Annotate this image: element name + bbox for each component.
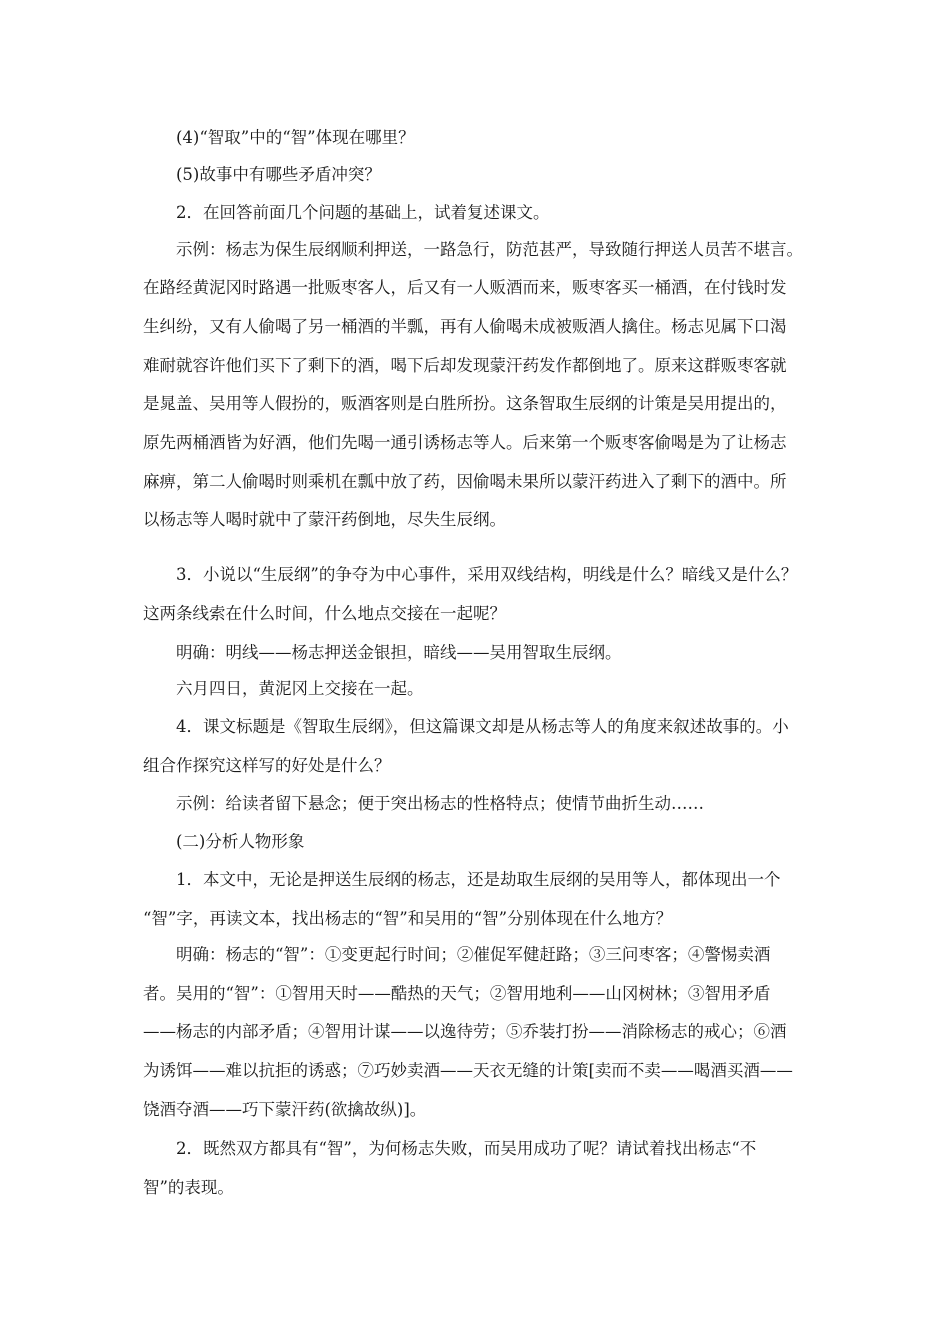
text-line: 明确：杨志的“智”：①变更起行时间；②催促军健赶路；③三问枣客；④警惕卖酒 [176,945,771,964]
text-line: ——杨志的内部矛盾；④智用计谋——以逸待劳；⑤乔装打扮——消除杨志的戒心；⑥酒 [143,1022,787,1041]
text-line: 这两条线索在什么时间，什么地点交接在一起呢？ [143,604,506,623]
text-line: 麻痹，第二人偷喝时则乘机在瓢中放了药，因偷喝未果所以蒙汗药进入了剩下的酒中。所 [143,472,787,491]
text-line: 原先两桶酒皆为好酒，他们先喝一通引诱杨志等人。后来第一个贩枣客偷喝是为了让杨志 [143,433,787,452]
text-line: 明确：明线——杨志押送金银担，暗线——吴用智取生辰纲。 [176,643,622,662]
text-line: 3．小说以“生辰纲”的争夺为中心事件，采用双线结构，明线是什么？暗线又是什么？ [176,565,798,584]
text-line: (4)“智取”中的“智”体现在哪里？ [176,128,415,147]
text-line: 以杨志等人喝时就中了蒙汗药倒地，尽失生辰纲。 [143,510,506,529]
text-line: 智”的表现。 [143,1178,234,1197]
text-line: 2．既然双方都具有“智”，为何杨志失败，而吴用成功了呢？请试着找出杨志“不 [176,1139,757,1158]
text-line: 示例：杨志为保生辰纲顺利押送，一路急行，防范甚严，导致随行押送人员苦不堪言。 [176,240,803,259]
text-line: “智”字，再读文本，找出杨志的“智”和吴用的“智”分别体现在什么地方？ [143,909,673,928]
text-line: 在路经黄泥冈时路遇一批贩枣客人，后又有一人贩酒而来，贩枣客买一桶酒，在付钱时发 [143,278,787,297]
text-line: 2．在回答前面几个问题的基础上，试着复述课文。 [176,203,550,222]
text-line: 组合作探究这样写的好处是什么？ [143,756,391,775]
text-line: 者。吴用的“智”：①智用天时——酷热的天气；②智用地利——山冈树林；③智用矛盾 [143,984,771,1003]
text-line: 是晁盖、吴用等人假扮的，贩酒客则是白胜所扮。这条智取生辰纲的计策是吴用提出的， [143,394,787,413]
text-line: (二)分析人物形象 [176,832,305,851]
text-line: 六月四日，黄泥冈上交接在一起。 [176,679,424,698]
text-line: 为诱饵——难以抗拒的诱惑；⑦巧妙卖酒——天衣无缝的计策[卖而不卖——喝酒买酒—— [143,1061,793,1080]
text-line: (5)故事中有哪些矛盾冲突？ [176,165,381,184]
text-line: 示例：给读者留下悬念；便于突出杨志的性格特点；使情节曲折生动…… [176,794,704,813]
text-line: 生纠纷，又有人偷喝了另一桶酒的半瓢，再有人偷喝未成被贩酒人擒住。杨志见属下口渴 [143,317,787,336]
text-line: 1．本文中，无论是押送生辰纲的杨志，还是劫取生辰纲的吴用等人，都体现出一个 [176,870,781,889]
text-line: 饶酒夺酒——巧下蒙汗药(欲擒故纵)]。 [143,1100,427,1119]
text-line: 4．课文标题是《智取生辰纲》，但这篇课文却是从杨志等人的角度来叙述故事的。小 [176,717,789,736]
text-line: 难耐就容许他们买下了剩下的酒，喝下后却发现蒙汗药发作都倒地了。原来这群贩枣客就 [143,356,787,375]
